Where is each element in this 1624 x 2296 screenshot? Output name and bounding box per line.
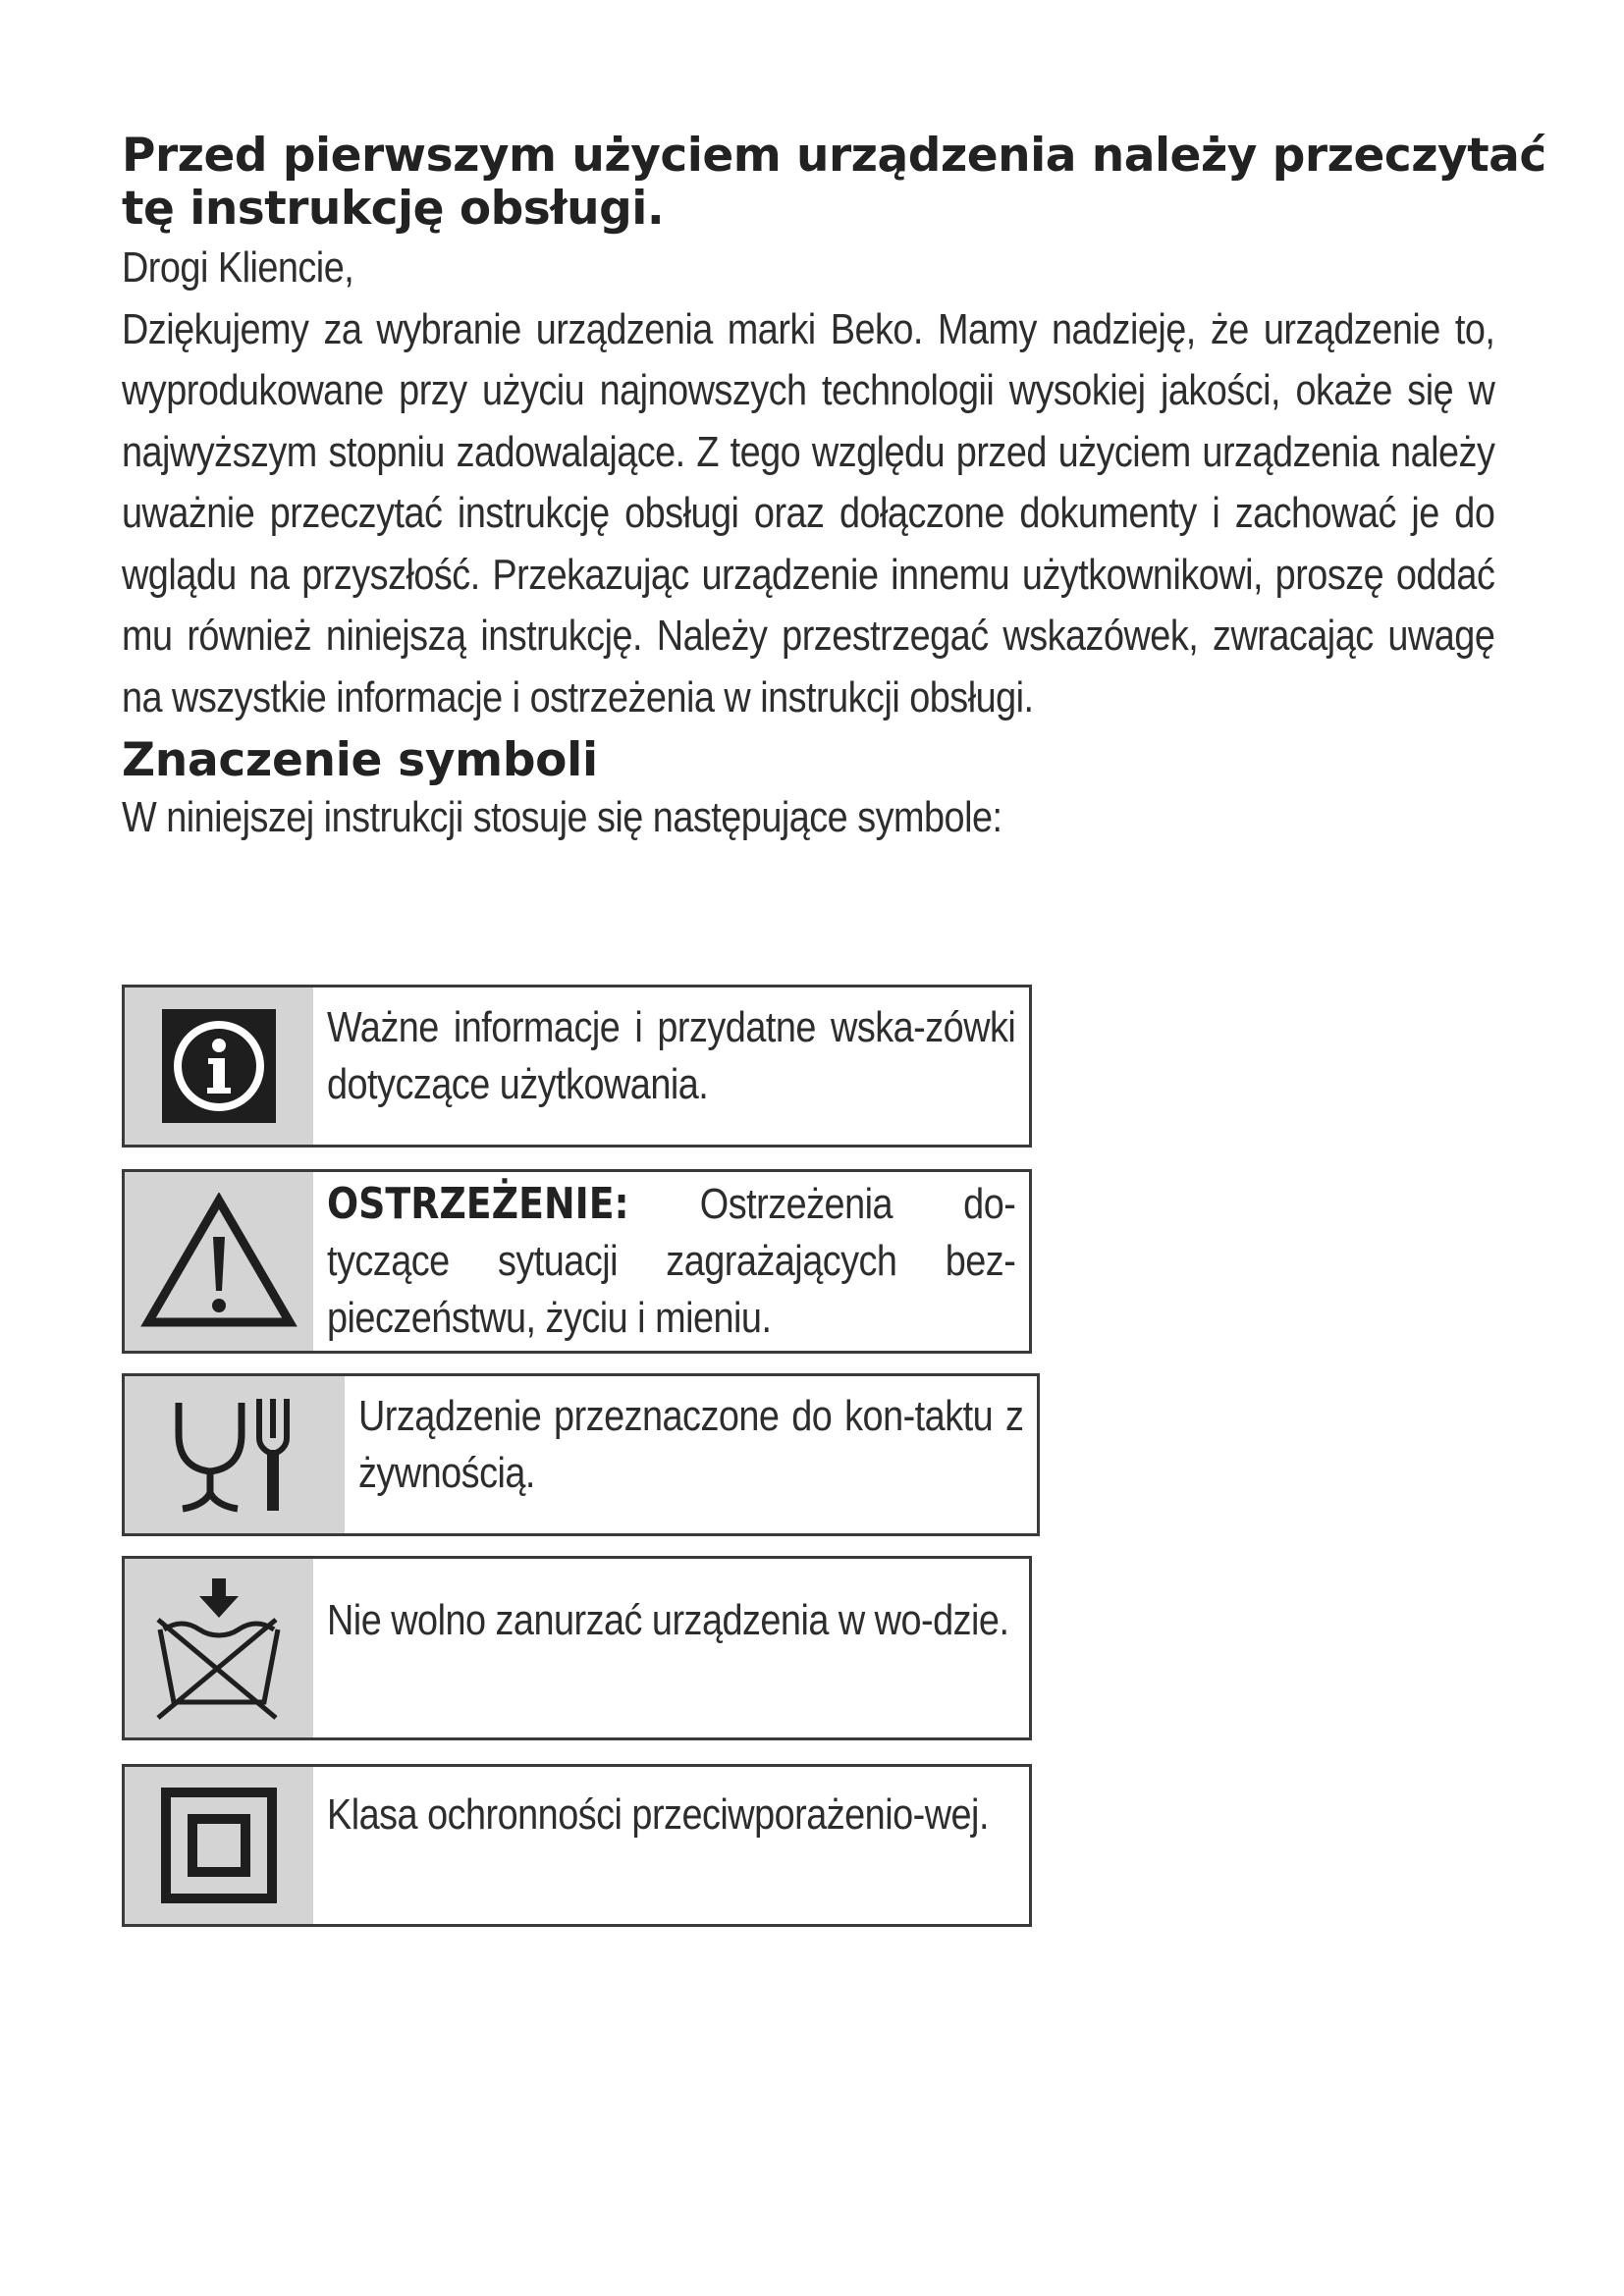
symbol-protection-box bbox=[122, 1764, 1032, 1927]
symbol-food-text bbox=[358, 1388, 1023, 1502]
main-heading: Przed pierwszym użyciem urządzenia należy przeczytać tę instrukcję obsługi. bbox=[122, 129, 1546, 236]
symbol-food-box bbox=[122, 1373, 1040, 1536]
symbol-food-description: Urządzenie przeznaczone do kon-taktu z żywnością. bbox=[358, 1392, 1024, 1497]
symbol-protection-text bbox=[327, 1787, 1015, 1843]
food-icon-cell bbox=[125, 1376, 345, 1533]
symbol-immersion-text bbox=[327, 1592, 1015, 1649]
symbol-warning-text bbox=[327, 1176, 1015, 1347]
symbol-info-description: Ważne informacje i przydatne wska-zówki dotyczące użytkowania. bbox=[327, 1003, 1016, 1108]
no-immersion-icon bbox=[150, 1575, 288, 1722]
symbol-info-text bbox=[327, 999, 1015, 1113]
immersion-icon-cell bbox=[125, 1559, 313, 1737]
intro-paragraph: Dziękujemy za wybranie urządzenia marki Beko. Mamy nadzieję, że urządzenie to, wyprodukowane przy użyciu najnowszych technologii wysokiej jakości, okaże się w najwyższym stopniu zadowalające. Z tego względu przed użyciem urządzenia należy uważnie przeczytać instrukcję obsługi oraz dołączone dokumenty i zachować je do wglądu na przyszłość. Przekazując urządzenie innemu użytkownikowi, proszę oddać mu również niniejszą instrukcję. Należy przestrzegać wskazówek, zwracając uwagę na wszystkie informacje i ostrzeżenia w instrukcji obsługi. bbox=[122, 304, 1495, 721]
protection-text-cell bbox=[313, 1767, 1029, 1924]
greeting: Drogi Kliencie, bbox=[122, 243, 354, 292]
food-contact-icon bbox=[171, 1391, 298, 1519]
info-icon bbox=[162, 1009, 276, 1123]
info-icon-cell bbox=[125, 988, 313, 1145]
protection-icon-cell bbox=[125, 1767, 313, 1924]
warning-icon-cell bbox=[125, 1172, 313, 1351]
symbol-warning-box bbox=[122, 1169, 1032, 1354]
info-text-cell bbox=[313, 988, 1029, 1145]
warning-text-cell bbox=[313, 1172, 1029, 1351]
symbol-protection-description: Klasa ochronności przeciwporażenio-wej. bbox=[327, 1790, 989, 1839]
warning-label: OSTRZEŻENIE: bbox=[327, 1179, 629, 1229]
symbol-info-box bbox=[122, 985, 1032, 1148]
food-text-cell bbox=[345, 1376, 1037, 1533]
symbol-immersion-box bbox=[122, 1556, 1032, 1740]
document-page bbox=[122, 129, 1546, 849]
symbols-intro: W niniejszej instrukcji stosuje się następujące symbole: bbox=[122, 793, 1002, 841]
immersion-text-cell bbox=[313, 1559, 1029, 1737]
symbol-warning-description: Ostrzeżenia do-tyczące sytuacji zagrażających bez-pieczeństwu, życiu i mieniu. bbox=[327, 1180, 1016, 1342]
symbols-heading: Znaczenie symboli bbox=[122, 733, 598, 787]
protection-class-icon bbox=[161, 1788, 277, 1903]
warning-icon bbox=[140, 1193, 298, 1330]
symbol-immersion-description: Nie wolno zanurzać urządzenia w wo-dzie. bbox=[327, 1596, 1009, 1644]
